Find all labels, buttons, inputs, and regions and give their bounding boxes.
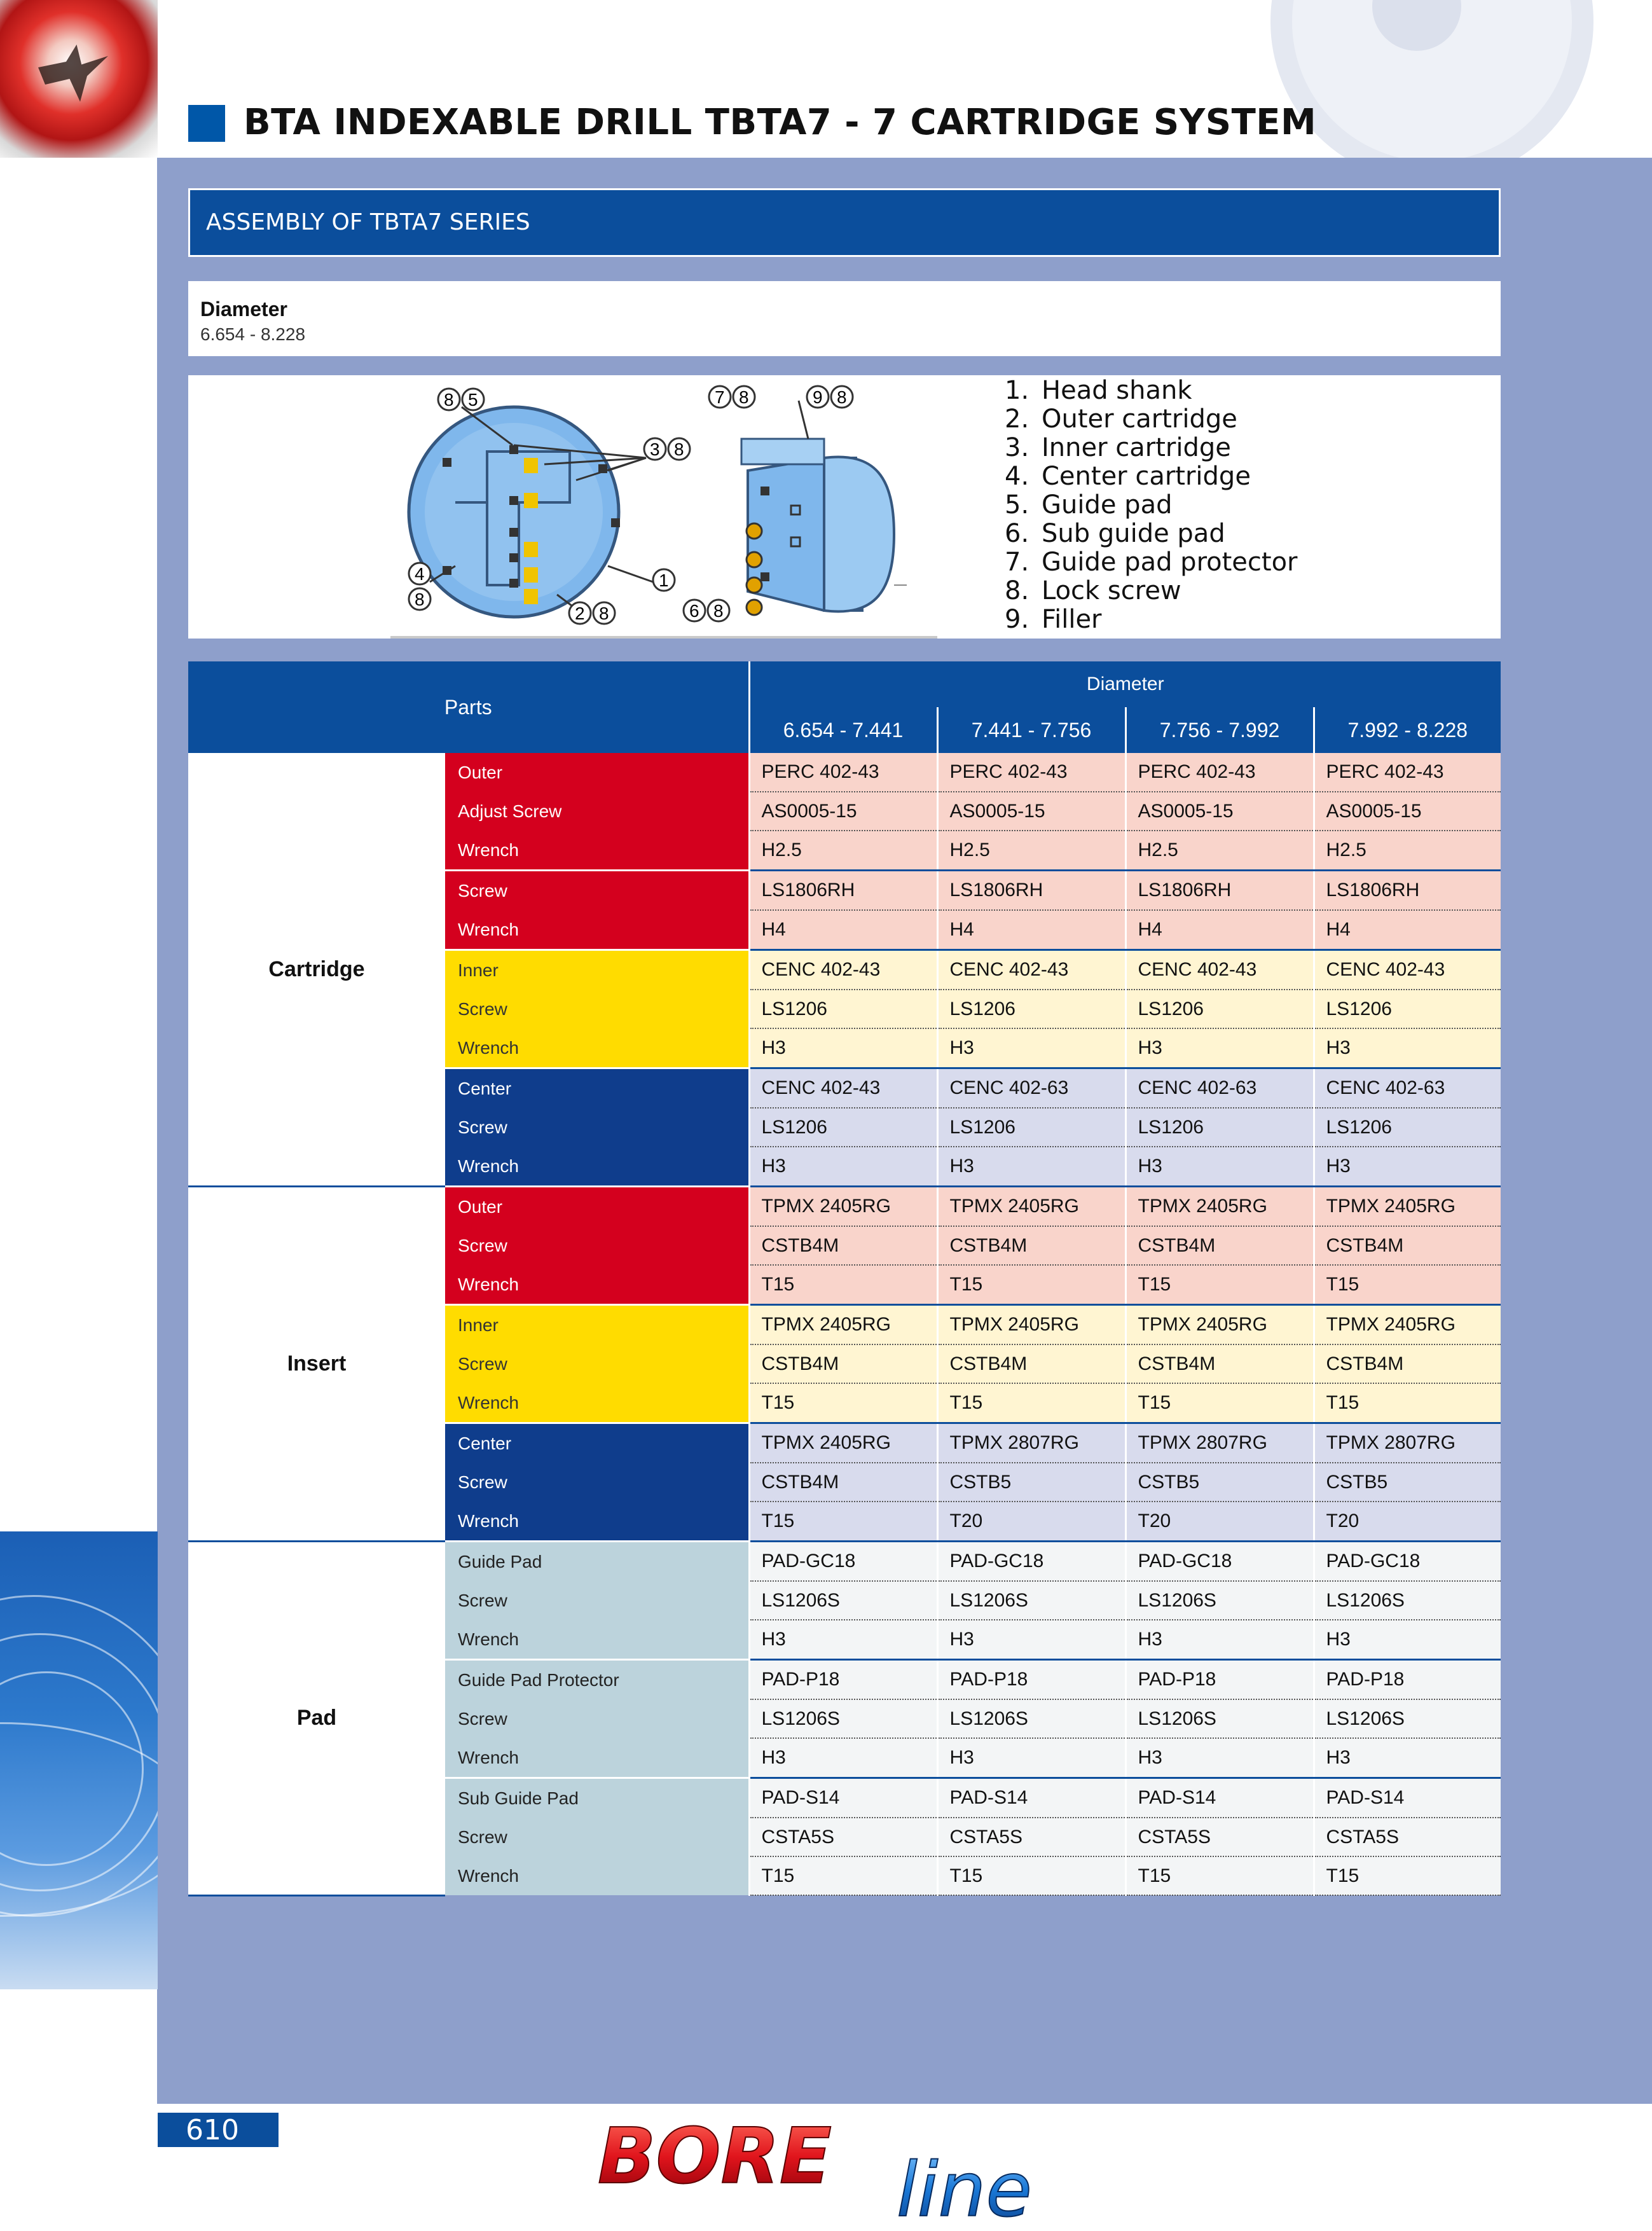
assembly-diagram-box [188,375,1501,639]
part-code: AS0005-15 [937,792,1125,831]
part-code: PERC 402-43 [749,753,937,792]
part-code: TPMX 2405RG [937,1187,1125,1227]
part-code: CSTB5 [1125,1463,1314,1502]
parts-legend [1005,376,1298,634]
part-code: TPMX 2405RG [1125,1187,1314,1227]
table-body [188,753,1501,1895]
part-code: H2.5 [937,831,1125,871]
legend-label: Inner cartridge [1042,433,1231,462]
part-code: AS0005-15 [749,792,937,831]
page-number: 610 [186,2114,239,2146]
part-code: T15 [1314,1856,1501,1895]
part-code: TPMX 2405RG [1314,1187,1501,1227]
part-code: CSTB4M [937,1226,1125,1265]
legend-label: Guide pad [1042,490,1173,520]
part-name: Inner [445,950,749,990]
callout-group-4-8 [407,561,432,612]
legend-label: Center cartridge [1042,462,1251,491]
part-name: Wrench [445,1028,749,1068]
parts-table [188,661,1501,1896]
legend-number: 6. [1005,519,1029,548]
part-code: H3 [1314,1147,1501,1187]
part-code: T20 [1125,1502,1314,1542]
part-code: LS1806RH [1314,871,1501,911]
legend-number: 9. [1005,605,1029,634]
part-name: Outer [445,1187,749,1227]
part-code: PAD-S14 [1314,1778,1501,1818]
drill-front-view [409,407,662,617]
header-photo [0,0,158,158]
part-code: LS1206 [1125,1108,1314,1147]
callout-label: 7 [715,387,725,407]
boreline-logo [591,2106,1113,2231]
part-code: CENC 402-63 [1125,1068,1314,1109]
part-code: CSTA5S [1125,1818,1314,1856]
callout-label: 8 [713,601,724,621]
part-code: H3 [1125,1738,1314,1778]
part-code: LS1206 [749,990,937,1028]
callout-group-3-8 [642,436,693,462]
part-name: Wrench [445,1620,749,1660]
part-code: H3 [1125,1147,1314,1187]
part-code: LS1206S [1125,1699,1314,1738]
logo-text-bore: BORE [598,2113,832,2201]
part-name: Screw [445,1344,749,1383]
part-code: T15 [1125,1383,1314,1423]
legend-number: 1. [1005,376,1029,405]
legend-number: 5. [1005,490,1029,520]
part-code: TPMX 2405RG [749,1305,937,1345]
part-code: H3 [1314,1738,1501,1778]
legend-number: 2. [1005,404,1029,434]
part-code: AS0005-15 [1125,792,1314,831]
part-name: Wrench [445,1383,749,1423]
part-code: LS1206S [1314,1699,1501,1738]
part-code: H3 [1314,1620,1501,1660]
diameter-box [188,281,1501,356]
assembly-diagram [188,375,1501,639]
part-code: PAD-GC18 [749,1542,937,1582]
legend-item [1005,520,1298,548]
part-code: T15 [1125,1856,1314,1895]
callout-label: 8 [739,387,749,407]
callout-group-1 [651,567,677,593]
part-code: LS1206 [749,1108,937,1147]
section-header-text: ASSEMBLY OF TBTA7 SERIES [206,209,530,235]
callout-label: 8 [599,604,609,623]
section-header [188,188,1501,257]
part-code: PAD-S14 [1125,1778,1314,1818]
part-code: H2.5 [1125,831,1314,871]
part-code: LS1206S [749,1581,937,1620]
legend-label: Lock screw [1042,576,1181,605]
part-code: CENC 402-63 [937,1068,1125,1109]
callout-label: 6 [689,601,699,621]
part-code: T15 [749,1383,937,1423]
part-name: Screw [445,1699,749,1738]
callout-group-9-8 [805,384,856,410]
header-decoration [1258,0,1652,158]
part-code: T15 [1314,1383,1501,1423]
page-title: BTA INDEXABLE DRILL TBTA7 - 7 CARTRIDGE SYSTEM [244,102,1317,143]
part-code: T15 [1314,1265,1501,1305]
part-code: TPMX 2807RG [1125,1423,1314,1463]
part-code: PAD-GC18 [1314,1542,1501,1582]
part-code: PAD-P18 [1125,1660,1314,1700]
table-row [188,753,1501,792]
callout-label: 8 [837,387,847,407]
part-name: Sub Guide Pad [445,1778,749,1818]
part-code: PAD-P18 [749,1660,937,1700]
part-code: PERC 402-43 [937,753,1125,792]
part-code: CSTB4M [749,1344,937,1383]
part-code: H3 [937,1738,1125,1778]
part-code: H4 [749,910,937,950]
table-row [188,1187,1501,1227]
part-name: Screw [445,871,749,911]
column-header: 7.992 - 8.228 [1314,707,1501,753]
legend-label: Head shank [1042,376,1192,405]
part-code: CSTB4M [749,1463,937,1502]
part-code: CSTB4M [937,1344,1125,1383]
part-code: T20 [937,1502,1125,1542]
part-name: Wrench [445,831,749,871]
part-code: PAD-S14 [749,1778,937,1818]
legend-item [1005,577,1298,605]
part-name: Screw [445,1226,749,1265]
part-code: TPMX 2405RG [1314,1305,1501,1345]
diameter-header: Diameter [749,661,1501,707]
legend-number: 7. [1005,548,1029,577]
part-code: H3 [937,1620,1125,1660]
part-code: T15 [937,1265,1125,1305]
part-code: CENC 402-43 [1125,950,1314,990]
part-code: H4 [1314,910,1501,950]
part-code: CSTA5S [1314,1818,1501,1856]
callout-label: 5 [468,390,478,410]
part-code: CSTB5 [1314,1463,1501,1502]
callout-group-7-8 [707,384,758,410]
part-code: CSTB4M [1314,1226,1501,1265]
group-label: Pad [188,1542,445,1896]
part-code: H3 [749,1028,937,1068]
side-wave-decoration [0,1531,158,1989]
part-code: CSTB5 [937,1463,1125,1502]
legend-label: Outer cartridge [1042,404,1237,434]
part-name: Outer [445,753,749,792]
part-code: LS1806RH [1125,871,1314,911]
callout-label: 8 [674,439,684,459]
callout-label: 4 [415,564,425,584]
part-code: H3 [749,1738,937,1778]
diameter-range: 6.654 - 8.228 [200,324,306,344]
part-code: T15 [749,1265,937,1305]
legend-item [1005,605,1298,634]
legend-number: 8. [1005,576,1029,605]
part-code: PERC 402-43 [1125,753,1314,792]
part-code: LS1206S [1314,1581,1501,1620]
part-code: CENC 402-63 [1314,1068,1501,1109]
part-name: Wrench [445,1147,749,1187]
part-code: LS1206 [1125,990,1314,1028]
part-code: CENC 402-43 [937,950,1125,990]
callout-label: 9 [813,387,823,407]
part-name: Guide Pad [445,1542,749,1582]
part-name: Wrench [445,1856,749,1895]
legend-label: Guide pad protector [1042,548,1298,577]
part-name: Screw [445,1463,749,1502]
column-header: 7.441 - 7.756 [937,707,1125,753]
part-code: T15 [937,1856,1125,1895]
part-code: TPMX 2807RG [937,1423,1125,1463]
callout-label: 3 [650,439,660,459]
part-code: LS1206S [937,1699,1125,1738]
table-row [188,1542,1501,1582]
part-code: LS1206 [937,1108,1125,1147]
part-name: Wrench [445,1502,749,1542]
legend-item [1005,434,1298,462]
column-header: 7.756 - 7.992 [1125,707,1314,753]
part-code: H3 [749,1147,937,1187]
part-code: PAD-GC18 [1125,1542,1314,1582]
part-code: LS1206S [749,1699,937,1738]
part-code: TPMX 2405RG [749,1187,937,1227]
part-code: PAD-P18 [1314,1660,1501,1700]
part-name: Wrench [445,1738,749,1778]
part-code: CENC 402-43 [749,950,937,990]
part-name: Wrench [445,1265,749,1305]
part-code: TPMX 2405RG [937,1305,1125,1345]
legend-item [1005,491,1298,520]
part-code: LS1806RH [937,871,1125,911]
part-code: CSTB4M [1314,1344,1501,1383]
part-name: Wrench [445,910,749,950]
callout-label: 2 [575,604,585,623]
part-code: CSTA5S [937,1818,1125,1856]
legend-item [1005,405,1298,434]
group-label: Cartridge [188,753,445,1187]
part-name: Screw [445,1818,749,1856]
part-name: Screw [445,1581,749,1620]
part-code: T15 [749,1856,937,1895]
part-name: Screw [445,990,749,1028]
part-code: PAD-GC18 [937,1542,1125,1582]
part-name: Inner [445,1305,749,1345]
part-code: T15 [749,1502,937,1542]
legend-label: Sub guide pad [1042,519,1225,548]
part-code: H3 [749,1620,937,1660]
legend-number: 3. [1005,433,1029,462]
part-code: LS1806RH [749,871,937,911]
part-name: Center [445,1068,749,1109]
callout-group-6-8 [682,598,733,623]
part-code: H3 [1125,1028,1314,1068]
part-code: PAD-S14 [937,1778,1125,1818]
part-code: TPMX 2405RG [1125,1305,1314,1345]
drill-side-view [741,401,907,615]
part-code: T15 [937,1383,1125,1423]
column-header: 6.654 - 7.441 [749,707,937,753]
legend-item [1005,462,1298,491]
callout-label: 1 [659,570,669,590]
part-code: CENC 402-43 [749,1068,937,1109]
part-code: H3 [1125,1620,1314,1660]
legend-number: 4. [1005,462,1029,491]
part-code: H4 [937,910,1125,950]
part-code: CSTB4M [1125,1344,1314,1383]
callout-label: 8 [444,390,454,410]
part-name: Adjust Screw [445,792,749,831]
part-code: TPMX 2405RG [749,1423,937,1463]
part-code: H2.5 [749,831,937,871]
callout-label: 8 [415,590,425,609]
part-code: CENC 402-43 [1314,950,1501,990]
part-name: Guide Pad Protector [445,1660,749,1700]
part-code: H3 [1314,1028,1501,1068]
part-code: PAD-P18 [937,1660,1125,1700]
legend-item [1005,376,1298,405]
part-code: CSTA5S [749,1818,937,1856]
logo-text-line: line [897,2146,1032,2231]
part-code: CSTB4M [1125,1226,1314,1265]
part-name: Center [445,1423,749,1463]
diameter-label: Diameter [200,298,287,321]
parts-header: Parts [188,661,749,753]
group-label: Insert [188,1187,445,1542]
part-code: LS1206 [937,990,1125,1028]
part-code: AS0005-15 [1314,792,1501,831]
part-code: TPMX 2807RG [1314,1423,1501,1463]
part-code: T15 [1125,1265,1314,1305]
callout-group-2-8 [567,600,618,626]
part-code: LS1206S [937,1581,1125,1620]
part-code: H2.5 [1314,831,1501,871]
part-code: CSTB4M [749,1226,937,1265]
part-code: LS1206 [1314,990,1501,1028]
part-code: T20 [1314,1502,1501,1542]
callout-group-8-5 [436,387,487,412]
legend-label: Filler [1042,605,1102,634]
title-marker [188,105,225,142]
part-code: H4 [1125,910,1314,950]
part-code: PERC 402-43 [1314,753,1501,792]
part-name: Screw [445,1108,749,1147]
part-code: LS1206S [1125,1581,1314,1620]
part-code: H3 [937,1147,1125,1187]
part-code: H3 [937,1028,1125,1068]
legend-item [1005,548,1298,577]
part-code: LS1206 [1314,1108,1501,1147]
